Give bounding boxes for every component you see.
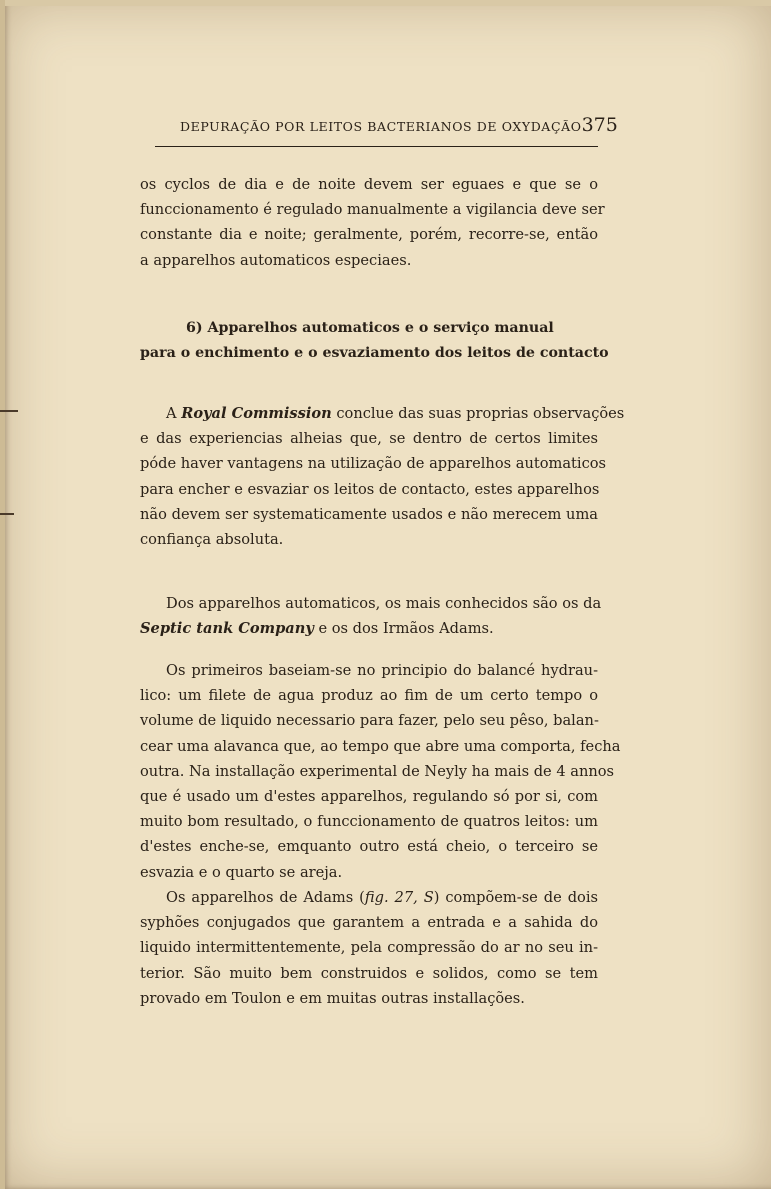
text-line: para encher e esvaziar os leitos de contacto, estes apparelhos — [140, 480, 600, 498]
text-line: d'estes enche-se, emquanto outro está cheio, o terceiro se — [140, 838, 598, 856]
text-line: provado em Toulon e em muitas outras installações. — [140, 989, 525, 1007]
text-line: não devem ser systematicamente usados e não merecem uma — [140, 505, 598, 523]
text-line: e das experiencias alheias que, se dentro de certos limites — [140, 430, 598, 448]
emphasis-septic-tank-company: Septic tank Company — [140, 620, 314, 638]
text-run: ) compõem-se de dois — [433, 889, 598, 906]
text-line — [140, 885, 598, 910]
paragraph-5 — [140, 885, 598, 1011]
text-line: outra. Na installação experimental de Neyly ha mais de 4 annos — [140, 762, 615, 780]
text-line: terior. São muito bem construidos e solidos, como se tem — [140, 964, 598, 982]
header-rule — [155, 146, 598, 147]
text-line: cear uma alavanca que, ao tempo que abre uma comporta, fecha — [140, 737, 621, 755]
heading-line: 6) Apparelhos automaticos e o serviço manual — [186, 320, 554, 336]
margin-tick-mark — [0, 410, 18, 412]
text-line: funccionamento é regulado manualmente a vigilancia deve ser — [140, 201, 605, 219]
section-heading — [140, 316, 609, 366]
text-line: esvazia e o quarto se areja. — [140, 863, 343, 881]
page-top-edge — [0, 0, 771, 6]
text-run: conclue das suas proprias observações — [331, 405, 625, 422]
text-line: liquido intermittentemente, pela compressão do ar no seu in- — [140, 939, 598, 957]
text-line — [140, 616, 598, 641]
paragraph-2 — [140, 401, 625, 552]
text-line — [140, 401, 625, 426]
paragraph-1 — [140, 172, 605, 273]
text-line: póde haver vantagens na utilização de apparelhos automaticos — [140, 455, 607, 473]
paragraph-4 — [140, 658, 621, 885]
text-line: que é usado um d'estes apparelhos, regulando só por si, com — [140, 788, 598, 806]
text-line: muito bom resultado, o funccionamento de quatros leitos: um — [140, 813, 598, 831]
text-line: Dos apparelhos automaticos, os mais conhecidos são os da — [166, 595, 602, 612]
emphasis-figure-reference: fig. 27, S — [364, 889, 434, 906]
running-title: DEPURAÇÃO POR LEITOS BACTERIANOS DE OXYDAÇÃO — [180, 119, 582, 134]
paragraph-3 — [140, 591, 602, 641]
emphasis-royal-commission: Royal Commission — [181, 405, 332, 422]
text-line: syphões conjugados que garantem a entrada e a sahida do — [140, 914, 598, 932]
text-line: constante dia e noite; geralmente, porém, recorre-se, então — [140, 226, 598, 244]
heading-line: para o enchimento e o esvaziamento dos leitos de contacto — [140, 345, 609, 361]
text-line: lico: um filete de agua produz ao fim de um certo tempo o — [140, 687, 598, 705]
text-line: a apparelhos automaticos especiaes. — [140, 251, 412, 269]
text-line: volume de liquido necessario para fazer, pelo seu pêso, balan- — [140, 712, 599, 730]
text-run: Os apparelhos de Adams ( — [166, 889, 365, 906]
running-header — [180, 114, 618, 136]
text-line: os cyclos de dia e de noite devem ser eguaes e que se o — [140, 176, 598, 193]
text-line: Os primeiros baseiam-se no principio do balancé hydrau- — [166, 662, 598, 679]
text-run: A — [166, 405, 182, 422]
page-binding-edge — [0, 0, 5, 1189]
text-run: e os dos Irmãos Adams. — [313, 620, 494, 638]
text-line: confiança absoluta. — [140, 531, 284, 549]
page-number: 375 — [581, 114, 618, 136]
margin-tick-mark — [0, 513, 14, 515]
